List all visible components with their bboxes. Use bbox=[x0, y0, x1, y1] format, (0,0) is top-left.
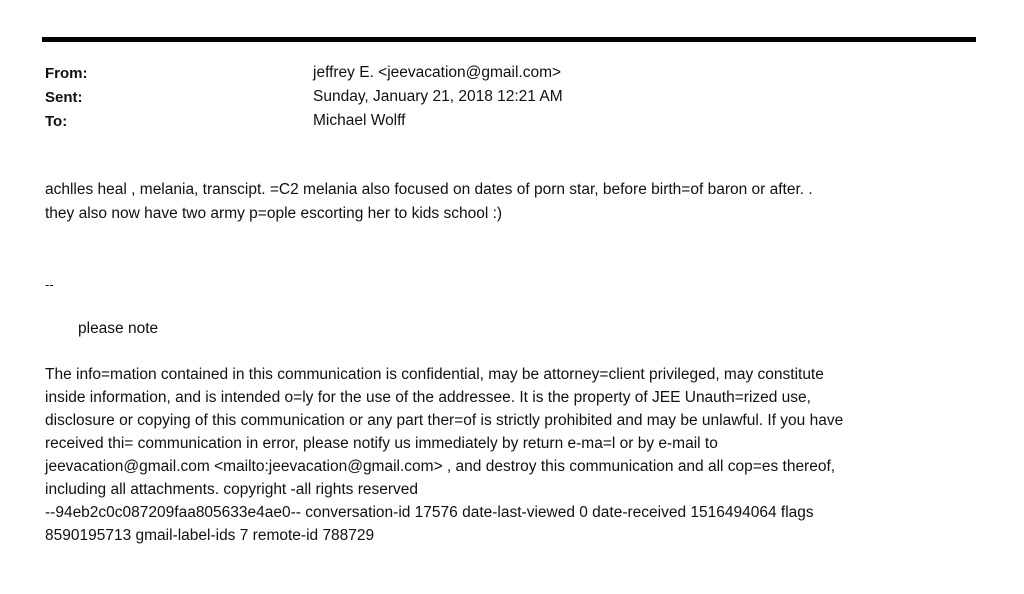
disclaimer-line: inside information, and is intended o=ly for the use of the addressee. It is the property of JEE Unauth=rized use, bbox=[45, 389, 811, 406]
disclaimer-line: The info=mation contained in this communication is confidential, may be attorney=client privileged, may constitute bbox=[45, 366, 824, 383]
disclaimer-line: received thi= communication in error, please notify us immediately by return e-ma=l or by e-mail to bbox=[45, 435, 718, 452]
disclaimer-line: jeevacation@gmail.com <mailto:jeevacation@gmail.com> , and destroy this communication and all cop=es thereof, bbox=[45, 458, 836, 475]
to-value: Michael Wolff bbox=[313, 112, 406, 129]
message-line: achlles heal , melania, transcipt. =C2 melania also focused on dates of porn star, before birth=of baron or after. . bbox=[45, 181, 813, 198]
header-divider bbox=[42, 37, 976, 42]
disclaimer-line: including all attachments. copyright -all rights reserved bbox=[45, 481, 419, 498]
sent-value: Sunday, January 21, 2018 12:21 AM bbox=[313, 88, 563, 105]
message-footer-metadata: --94eb2c0c087209faa805633e4ae0-- conversation-id 17576 date-last-viewed 0 date-received 1516494064 flags bbox=[45, 504, 814, 521]
from-label: From: bbox=[45, 65, 88, 82]
from-value: jeffrey E. <jeevacation@gmail.com> bbox=[313, 64, 562, 81]
message-footer-metadata: 8590195713 gmail-label-ids 7 remote-id 788729 bbox=[45, 527, 375, 544]
please-note-text: please note bbox=[78, 320, 159, 337]
message-line: they also now have two army p=ople escorting her to kids school :) bbox=[45, 205, 503, 222]
to-label: To: bbox=[45, 113, 68, 130]
disclaimer-line: disclosure or copying of this communication or any part ther=of is strictly prohibited and may be unlawful. If you have bbox=[45, 412, 844, 429]
sent-label: Sent: bbox=[45, 89, 83, 106]
signature-separator: -- bbox=[45, 277, 54, 292]
